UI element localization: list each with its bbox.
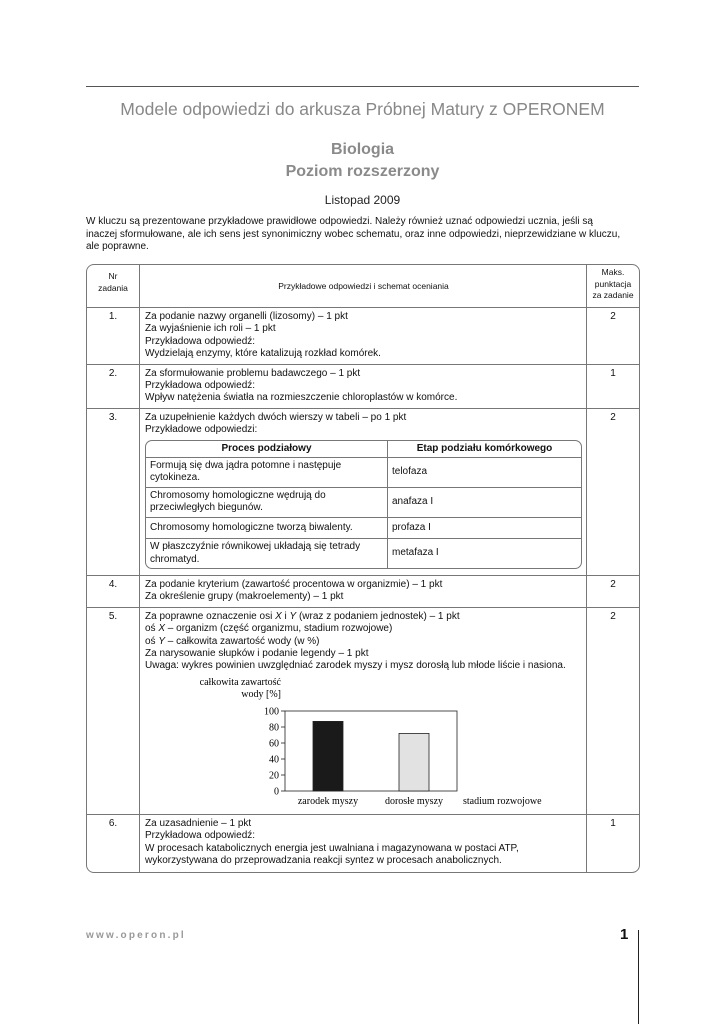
answer-line <box>145 623 582 635</box>
process-line: przeciwległych biegunów. <box>150 502 263 514</box>
text-part: Za poprawne oznaczenie osi <box>145 610 276 622</box>
y-axis-label: całkowita zawartość <box>199 676 281 688</box>
table-row <box>87 607 639 814</box>
axis-x-symbol: X <box>158 623 166 635</box>
intro-paragraph <box>86 216 639 254</box>
header-points-line: za zadanie <box>592 290 634 300</box>
task-points: 2 <box>610 578 616 590</box>
inner-head-process: Proces podziałowy <box>146 441 388 457</box>
intro-line: W kluczu są prezentowane przykładowe prawidłowe odpowiedzi. Należy również uznać odpowiedzi ucznia, jeśli są <box>86 216 593 227</box>
answer-line: Za uzupełnienie każdych dwóch wierszy w tabeli – po 1 pkt <box>145 411 407 423</box>
text-part: oś <box>145 623 159 635</box>
answer-line: Wpływ natężenia światła na rozmieszczenie chloroplastów w komórce. <box>145 392 458 404</box>
y-tick-label: 40 <box>269 754 279 766</box>
page-title: Modele odpowiedzi do arkusza Próbnej Matury z OPERONEM <box>120 99 605 119</box>
process-line: Formują się dwa jądra potomne i następuje <box>150 460 342 472</box>
intro-line: inaczej sformułowane, ale ich sens jest synonimiczny wobec schematu, oraz inne odpowiedzi, nieprzewidziane w kluczu, <box>86 228 621 240</box>
y-tick-label: 80 <box>269 722 279 734</box>
inner-row <box>146 517 581 538</box>
inner-process <box>146 458 388 487</box>
division-stages-table <box>145 440 582 569</box>
water-content-chart <box>145 673 582 811</box>
inner-row <box>146 538 581 568</box>
answer-line: Za podanie nazwy organelli (lizosomy) – 1 pkt <box>145 311 348 322</box>
axis-x-symbol: X <box>275 610 282 622</box>
task-points: 2 <box>610 311 616 322</box>
chart-canvas <box>185 675 565 809</box>
x-category-label: zarodek myszy <box>297 795 359 807</box>
table-row <box>87 364 639 408</box>
task-points: 2 <box>610 610 616 622</box>
y-tick-label: 20 <box>269 770 279 782</box>
header-nr-line: Nr <box>108 271 118 281</box>
task-number: 3. <box>87 409 140 575</box>
inner-header-row <box>146 441 581 457</box>
inner-process <box>146 518 388 538</box>
inner-stage: anafaza I <box>392 496 434 508</box>
y-tick-label: 0 <box>274 786 279 798</box>
text-part: oś <box>145 635 159 647</box>
task-number: 2. <box>87 365 140 408</box>
page-number: 1 <box>620 926 629 943</box>
header-nr-line: zadania <box>98 282 128 293</box>
bar-adult <box>399 733 429 791</box>
task-points: 1 <box>610 367 616 379</box>
answer-key-table <box>86 264 640 873</box>
answer-line: Uwaga: wykres powinien uwzględniać zarodek myszy i mysz dorosłą lub młode liście i nasiona. <box>145 660 566 672</box>
inner-row <box>146 457 581 487</box>
header-nr <box>87 265 140 307</box>
inner-process <box>146 539 388 568</box>
inner-head-stage: Etap podziału komórkowego <box>416 442 553 454</box>
x-axis-label: stadium rozwojowe <box>463 795 542 807</box>
task-points: 1 <box>610 817 616 829</box>
subject-name: Biologia <box>330 141 395 158</box>
answer-line: Za określenie grupy (makroelementy) – 1 pkt <box>145 591 344 603</box>
task-answer <box>140 608 587 814</box>
task-answer <box>140 365 587 408</box>
task-number: 5. <box>87 608 140 814</box>
inner-process <box>146 488 388 517</box>
axis-y-symbol: Y <box>158 635 166 647</box>
answer-line: Wydzielają enzymy, które katalizują rozkład komórek. <box>145 348 381 360</box>
answer-line: W procesach katabolicznych energia jest uwalniana i magazynowana w postaci ATP, <box>145 842 519 854</box>
text-part: i <box>281 610 290 622</box>
answer-line <box>145 611 582 623</box>
table-header-row <box>87 265 639 307</box>
y-axis-label: wody [%] <box>241 688 281 700</box>
task-points: 2 <box>610 411 616 423</box>
inner-row <box>146 487 581 517</box>
plot-frame <box>285 711 457 791</box>
table-row <box>87 408 639 575</box>
text-part: (wraz z podaniem jednostek) – 1 pkt <box>296 610 460 622</box>
inner-stage: telofaza <box>392 466 428 478</box>
process-line: chromatyd. <box>150 553 200 565</box>
inner-stage: metafaza I <box>392 547 439 559</box>
y-tick-label: 100 <box>264 706 279 718</box>
answer-line: Przykładowa odpowiedź: <box>145 335 256 347</box>
answer-line: Przykładowa odpowiedź: <box>145 380 256 392</box>
header-body: Przykładowe odpowiedzi i schemat oceniania <box>140 265 587 307</box>
y-tick-label: 60 <box>269 738 279 750</box>
process-line: Chromosomy homologiczne wędrują do <box>150 489 326 501</box>
subject-level: Poziom rozszerzony <box>285 163 440 180</box>
task-answer <box>140 409 587 575</box>
answer-line: wykorzystywana do przeprowadzania reakcji syntez w procesach anabolicznych. <box>145 854 502 866</box>
task-answer <box>140 815 587 873</box>
inner-stage: profaza I <box>392 521 431 533</box>
answer-line: Przykładowa odpowiedź: <box>145 830 256 842</box>
footer-url: www.operon.pl <box>86 930 186 941</box>
answer-line: Za narysowanie słupków i podanie legendy – 1 pkt <box>145 647 369 659</box>
answer-line: Przykładowe odpowiedzi: <box>145 424 258 436</box>
header-points-line: punktacja <box>594 278 632 289</box>
bar-embryo <box>313 721 343 791</box>
intro-line: ale poprawne. <box>86 241 149 253</box>
answer-line: Za sformułowanie problemu badawczego – 1 pkt <box>145 367 361 379</box>
text-part: – całkowita zawartość wody (w %) <box>165 635 320 647</box>
table-row <box>87 814 639 873</box>
header-points-line: Maks. <box>601 267 625 277</box>
top-rule <box>86 86 639 87</box>
exam-date: Listopad 2009 <box>324 193 401 207</box>
process-line: cytokineza. <box>150 472 201 484</box>
task-number: 6. <box>87 815 140 873</box>
table-row <box>87 307 639 364</box>
answer-line: Za wyjaśnienie ich roli – 1 pkt <box>145 323 276 335</box>
answer-line: Za uzasadnienie – 1 pkt <box>145 817 252 829</box>
process-line: W płaszczyźnie równikowej układają się tetrady <box>150 541 361 553</box>
task-answer <box>140 308 587 364</box>
task-number: 4. <box>87 576 140 607</box>
side-rule <box>638 930 639 1024</box>
x-category-label: dorosłe myszy <box>384 795 444 807</box>
process-line: Chromosomy homologiczne tworzą biwalenty. <box>150 521 353 533</box>
answer-line: Za podanie kryterium (zawartość procentowa w organizmie) – 1 pkt <box>145 578 443 590</box>
table-row <box>87 575 639 607</box>
text-part: – organizm (część organizmu, stadium rozwojowe) <box>165 623 393 635</box>
answer-line <box>145 636 582 648</box>
subject-heading <box>86 139 639 183</box>
task-number: 1. <box>87 308 140 364</box>
header-points <box>587 265 639 307</box>
axis-y-symbol: Y <box>289 610 297 622</box>
task-answer <box>140 576 587 607</box>
